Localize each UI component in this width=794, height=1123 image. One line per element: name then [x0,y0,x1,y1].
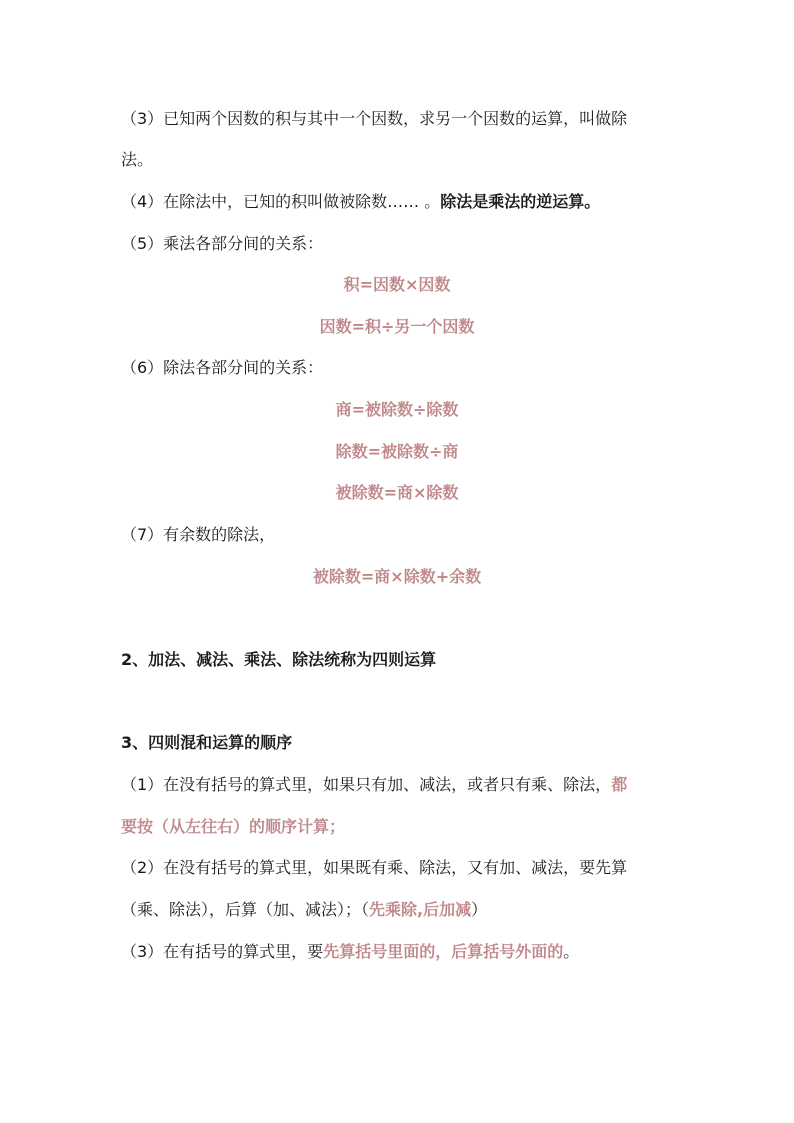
rule-2-line-2 [121,899,684,921]
paragraph-7: （7）有余数的除法， [121,525,276,544]
rule-3-text: （3）在有括号的算式里，要 [121,942,324,961]
paragraph-4 [121,191,684,213]
rule-1-emphasis-start: 都 [611,775,628,794]
rule-3 [121,941,684,963]
rule-2-emphasis: 先乘除,后加减 [369,900,472,919]
rule-1-text: （1）在没有括号的算式里，如果只有加、减法，或者只有乘、除法， [121,775,612,794]
paragraph-4-text: （4）在除法中，已知的积叫做被除数…… 。 [121,192,441,211]
section-heading-3: 3、四则混和运算的顺序 [121,733,293,752]
formula-factor: 因数=积÷另一个因数 [319,317,475,336]
rule-1-line-2: 要按（从左往右）的顺序计算； [121,817,346,836]
paragraph-5: （5）乘法各部分间的关系： [121,234,324,253]
rule-2-line-1: （2）在没有括号的算式里，如果既有乘、除法，又有加、减法，要先算 [121,858,628,877]
rule-2-text: （乘、除法），后算（加、减法）；（ [121,900,370,919]
paragraph-4-emphasis: 除法是乘法的逆运算。 [440,192,601,211]
formula-dividend: 被除数=商×除数 [335,483,459,502]
rule-1-line-1 [121,774,684,796]
paragraph-6: （6）除法各部分间的关系： [121,358,324,377]
paragraph-3-line-1: （3）已知两个因数的积与其中一个因数，求另一个因数的运算，叫做除 [121,109,628,128]
formula-product: 积=因数×因数 [343,275,451,294]
paragraph-3-line-2: 法。 [121,150,154,169]
formula-remainder: 被除数=商×除数+余数 [312,567,482,586]
rule-3-end: 。 [563,942,580,961]
rule-2-end: ） [471,900,488,919]
rule-3-emphasis: 先算括号里面的，后算括号外面的 [323,942,564,961]
section-heading-2: 2、加法、减法、乘法、除法统称为四则运算 [121,650,437,669]
formula-divisor: 除数=被除数÷商 [335,442,459,461]
formula-quotient: 商=被除数÷除数 [335,400,459,419]
